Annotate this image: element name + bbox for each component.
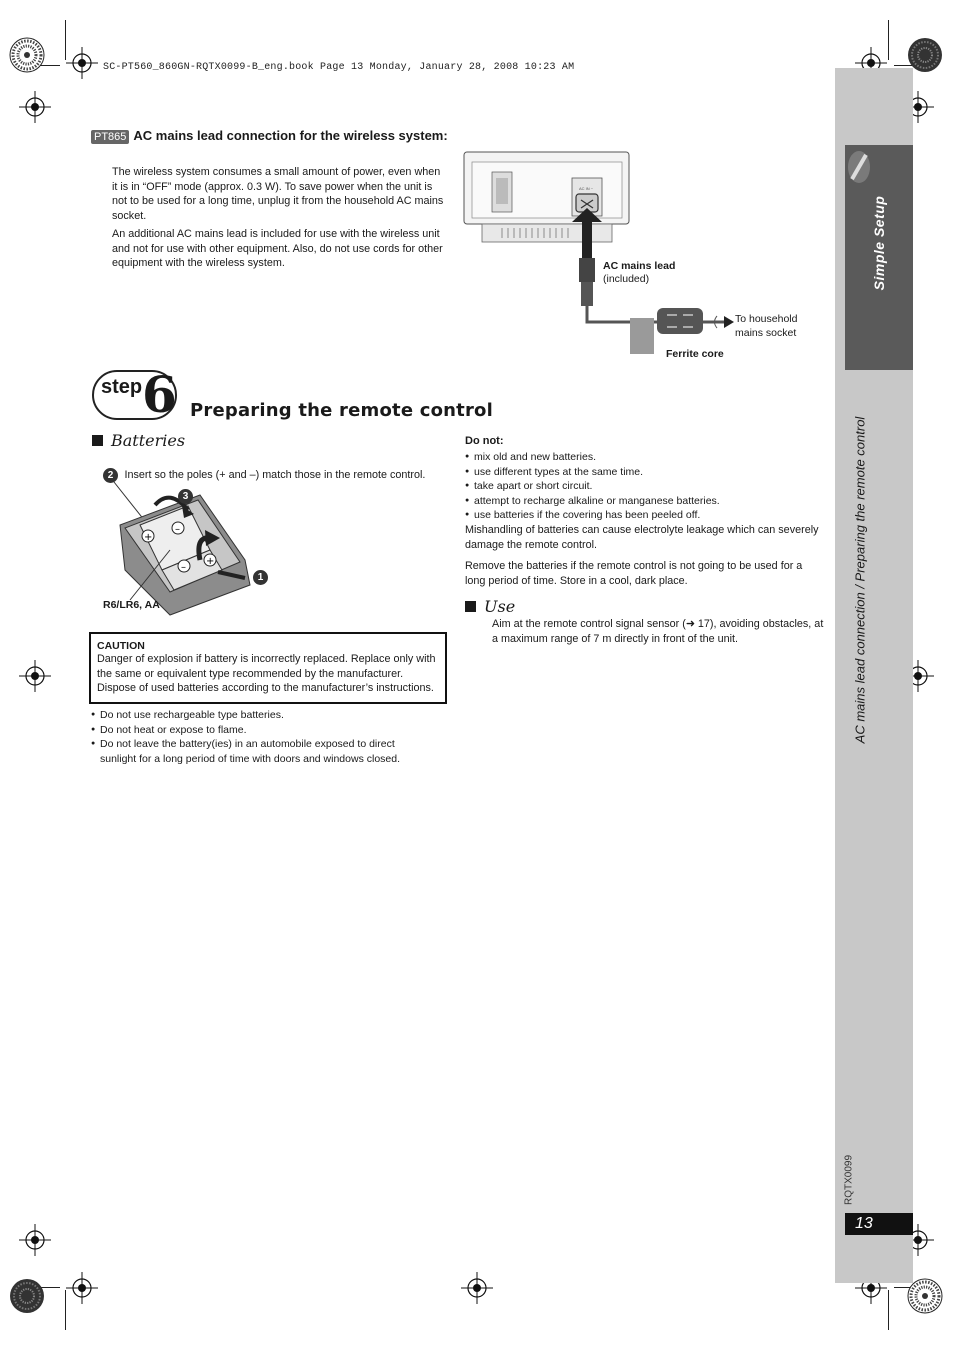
list-item: ● attempt to recharge alkaline or manganese batteries. [465,494,825,509]
use-text: Aim at the remote control signal sensor (➜ 17), avoiding obstacles, at a maximum range of 7 m directly in front of the unit. [492,618,824,645]
use-heading: Use [465,597,515,616]
wireless-paragraph-1: The wireless system consumes a small amount of power, even when it is in “OFF” mode (approx. 0.3 W). To save power when the unit is not to be used for a long time, unplug it from the household AC mains socket. [112,166,444,222]
caution-box [89,632,447,704]
model-badge: PT865 [91,130,129,144]
batteries-heading: Batteries [92,431,185,450]
wireless-heading [91,127,448,145]
list-item: ● Do not heat or expose to flame. [91,723,431,738]
wireless-paragraph-2: An additional AC mains lead is included for use with the wireless unit and not for use with other equipment. Also, do not use cords for other equipment with the wireless system. [112,228,443,269]
sidebar-running-title: AC mains lead connection / Preparing the remote control [852,416,868,744]
caution-title: CAUTION [97,640,145,652]
caution-text: Danger of explosion if battery is incorrectly replaced. Replace only with the same or equivalent type recommended by the manufacturer. Dispose of used batteries according to the manufacturer’s instructions. [97,653,436,694]
book-info-line: SC-PT560_860GN-RQTX0099-B_eng.book Page 13 Monday, January 28, 2008 10:23 AM [103,62,575,73]
battery-notes-list [91,708,431,766]
list-item: ● use batteries if the covering has been peeled off. [465,508,825,523]
ac-lead-label: AC mains lead (included) [603,260,676,285]
ferrite-core-label: Ferrite core [666,348,724,360]
svg-text:+: + [144,532,153,543]
list-item: ● use different types at the same time. [465,465,825,480]
list-item: ● Do not leave the battery(ies) in an automobile exposed to direct sunlight for a long period of time with doors and windows closed. [91,737,431,766]
mains-socket-label: To household mains socket [735,313,798,339]
square-bullet-icon [92,435,103,446]
step-number-badge: 1 [253,570,268,585]
document-code: RQTX0099 [843,1154,855,1206]
sidebar-section-label: Simple Setup [871,195,887,291]
battery-step-2: 2 Insert so the poles (+ and –) match those in the remote control. [103,465,453,483]
step-badge: step 6 [92,370,177,420]
svg-text:–: – [181,562,186,573]
wrench-pencil-icon [845,147,875,187]
step-number-badge: 2 [103,468,118,483]
do-not-list [465,450,825,523]
wireless-heading-text: AC mains lead connection for the wireless system: [133,128,448,143]
square-bullet-icon [465,601,476,612]
list-item: ● Do not use rechargeable type batteries. [91,708,431,723]
list-item: ● take apart or short circuit. [465,479,825,494]
step-title: Preparing the remote control [190,400,493,421]
step-number-badge: 3 [178,489,193,504]
list-item: ● mix old and new batteries. [465,450,825,465]
do-not-heading: Do not: [465,435,504,447]
mishandling-warning: Mishandling of batteries can cause electrolyte leakage which can severely damage the remote control. [465,524,819,551]
svg-text:–: – [175,524,180,535]
page-number: 13 [845,1213,913,1235]
svg-text:+: + [206,556,215,567]
battery-type-label: R6/LR6, AA [103,599,160,611]
storage-note: Remove the batteries if the remote control is not going to be used for a long period of time. Store in a cool, dark place. [465,560,803,587]
inlet-label: AC IN ~ [579,186,594,191]
